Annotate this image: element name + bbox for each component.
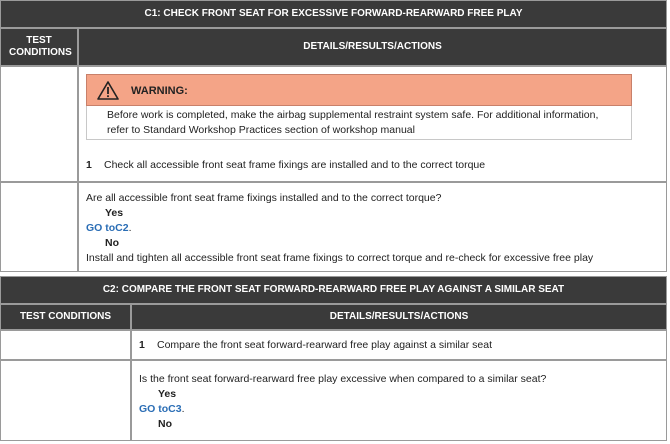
c1-row2-test-conditions-cell [0,182,78,272]
go-to-c2-link[interactable]: GO toC2 [86,222,129,234]
c1-title: C1: CHECK FRONT SEAT FOR EXCESSIVE FORWARD-REARWARD FREE PLAY [144,8,523,19]
c2-question: Is the front seat forward-rearward free play excessive when compared to a similar seat? [139,373,547,385]
c2-header-details: DETAILS/RESULTS/ACTIONS [131,304,667,330]
c2-yes-label: Yes [158,388,177,400]
warning-label: WARNING: [131,85,188,97]
c2-title: C2: COMPARE THE FRONT SEAT FORWARD-REARWARD FREE PLAY AGAINST A SIMILAR SEAT [102,284,565,295]
step-number: 1 [139,339,145,351]
step-text: Check all accessible front seat frame fixings are installed and to the correct torque [104,159,486,171]
c1-yes-label: Yes [105,207,124,219]
warning-banner [86,74,632,106]
step-number: 1 [86,159,92,171]
warning-icon [97,81,119,103]
go-to-c3-link[interactable]: GO toC3 [139,403,182,415]
c1-no-label: No [105,237,119,249]
warning-text-line1: Before work is completed, make the airbag supplemental restraint system safe. For additional information, [107,109,599,121]
c2-header-test-conditions: TEST CONDITIONS [0,304,131,330]
c2-step-1 [139,339,492,351]
warning-body [86,106,632,140]
c1-header-details: DETAILS/RESULTS/ACTIONS [78,28,667,66]
c1-title-bar [0,0,667,28]
c1-no-action: Install and tighten all accessible front seat frame fixings to correct torque and re-check for excessive free play [86,252,594,264]
c2-row1-test-conditions-cell [0,330,131,360]
c2-yes-action: GO toC3. [139,403,185,415]
c2-title-bar [0,276,667,304]
c1-step-1 [86,159,485,171]
c2-no-label: No [158,418,172,430]
warning-text-line2: refer to Standard Workshop Practices section of workshop manual [107,124,415,136]
c1-yes-action: GO toC2. [86,222,132,234]
c2-row2-test-conditions-cell [0,360,131,441]
c1-header-test-conditions: TEST CONDITIONS [0,28,78,66]
step-text: Compare the front seat forward-rearward free play against a similar seat [157,339,492,351]
c1-question: Are all accessible front seat frame fixings installed and to the correct torque? [86,192,442,204]
c1-row1-test-conditions-cell [0,66,78,182]
